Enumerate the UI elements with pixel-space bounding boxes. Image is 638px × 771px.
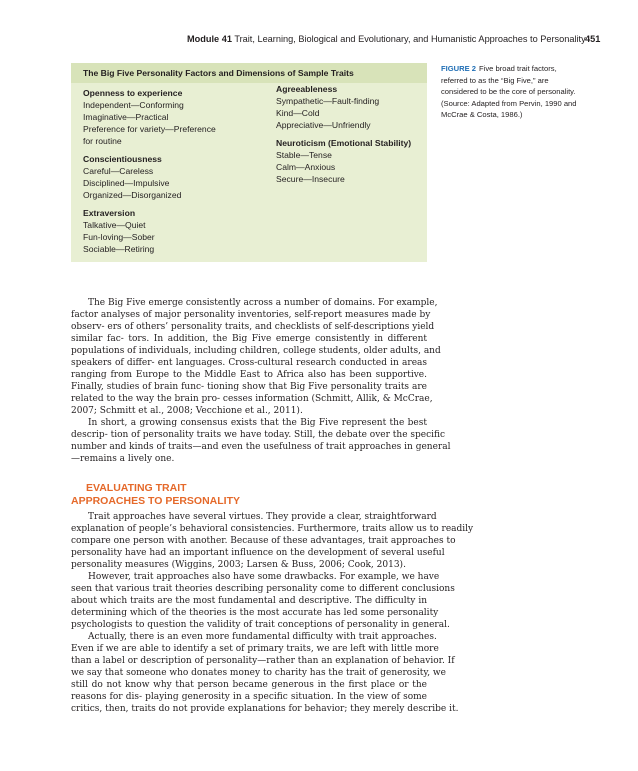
- section-heading-line: APPROACHES TO PERSONALITY: [71, 495, 240, 507]
- caption-line: Five broad trait factors,: [479, 64, 557, 73]
- trait-dimension: for routine: [83, 136, 122, 146]
- right-trait-column: [276, 83, 426, 191]
- trait-dimension: Stable—Tense: [276, 150, 332, 160]
- text-line: factor analyses of major personality inventories, self-report measures made by: [71, 310, 431, 320]
- paragraph-trait-virtues: [71, 511, 474, 571]
- text-line: In short, a growing consensus exists that the Big Five represent the best: [88, 418, 427, 428]
- text-line: —remains a lively one.: [71, 454, 175, 464]
- trait-dimension: Disciplined—Impulsive: [83, 178, 170, 188]
- page-number: 451: [585, 34, 601, 44]
- text-line: than a label or description of personality—rather than an explanation of behavior. If: [71, 656, 455, 666]
- caption-line: McCrae & Costa, 1986.): [441, 110, 523, 119]
- text-line: reasons for dis- playing generosity in a specific situation. In the view of some: [71, 692, 427, 702]
- section-heading-line: EVALUATING TRAIT: [86, 482, 187, 494]
- trait-dimension: Sociable—Retiring: [83, 244, 155, 254]
- text-line: speakers of differ- ent languages. Cross-cultural research conducted in areas: [71, 358, 427, 368]
- trait-dimension: Kind—Cold: [276, 108, 320, 118]
- trait-factor-name: Conscientiousness: [83, 154, 162, 164]
- module-label: Module 41: [187, 34, 232, 44]
- text-line: personality measures (Wiggins, 2003; Larsen & Buss, 2006; Cook, 2013).: [71, 560, 406, 570]
- trait-dimension: Talkative—Quiet: [83, 220, 146, 230]
- trait-dimension: Fun-loving—Sober: [83, 232, 155, 242]
- trait-dimension: Independent—Conforming: [83, 100, 184, 110]
- text-line: personality have had an important influence on the development of several useful: [71, 548, 445, 558]
- trait-factor-group: [83, 207, 253, 255]
- paragraph-big-five-consistency: [71, 297, 441, 417]
- text-line: similar fac- tors. In addition, the Big Five emerge consistently in different: [71, 334, 427, 344]
- trait-dimension: Organized—Disorganized: [83, 190, 182, 200]
- text-line: 2007; Schmitt et al., 2008; Vecchione et al., 2011).: [71, 406, 303, 416]
- left-trait-column: [83, 87, 253, 261]
- trait-dimension: Preference for variety—Preference: [83, 124, 216, 134]
- trait-factor-name: Neuroticism (Emotional Stability): [276, 138, 412, 148]
- text-line: populations of individuals, including children, college students, older adults, and: [71, 346, 441, 356]
- text-line: explanation of people’s behavioral consistencies. Furthermore, traits allow us to readily: [71, 524, 474, 534]
- text-line: related to the way the brain pro- cesses information (Schmitt, Allik, & McCrae,: [71, 394, 433, 404]
- text-line: critics, then, traits do not provide explanations for behavior; they merely describe it.: [71, 704, 459, 714]
- module-heading: [187, 34, 586, 44]
- figure-title-bar: [71, 63, 427, 83]
- trait-factor-group: [276, 137, 426, 185]
- paragraph-fundamental-difficulty: [71, 631, 459, 715]
- text-line: The Big Five emerge consistently across a number of domains. For example,: [88, 298, 438, 308]
- paragraph-consensus: [71, 417, 451, 465]
- trait-dimension: Imaginative—Practical: [83, 112, 169, 122]
- text-line: However, trait approaches also have some drawbacks. For example, we have: [88, 572, 440, 582]
- trait-dimension: Appreciative—Unfriendly: [276, 120, 371, 130]
- paragraph-trait-drawbacks: [71, 571, 455, 631]
- trait-dimension: Calm—Anxious: [276, 162, 336, 172]
- figure-label: FIGURE 2: [441, 64, 477, 73]
- text-line: compare one person with another. Because of these advantages, trait approaches to: [71, 536, 456, 546]
- text-line: determining which of the theories is the most accurate has led some personality: [71, 608, 439, 618]
- text-line: ranging from Europe to the Middle East to Africa also has been supportive.: [71, 370, 427, 380]
- text-line: Finally, studies of brain func- tioning show that Big Five personality traits are: [71, 382, 427, 392]
- text-line: we say that someone who donates money to charity has the trait of generosity, we: [71, 668, 446, 678]
- big-five-figure: [71, 63, 427, 262]
- trait-factor-group: [83, 87, 253, 147]
- figure-caption: [441, 63, 606, 121]
- trait-factor-group: [83, 153, 253, 201]
- trait-factor-name: Openness to experience: [83, 88, 183, 98]
- text-line: psychologists to question the validity of trait conceptions of personality in general.: [71, 620, 450, 630]
- text-line: Actually, there is an even more fundamental difficulty with trait approaches.: [88, 632, 437, 642]
- text-line: Trait approaches have several virtues. They provide a clear, straightforward: [88, 512, 437, 522]
- running-header: [0, 34, 638, 48]
- figure-title: The Big Five Personality Factors and Dimensions of Sample Traits: [83, 68, 354, 78]
- text-line: still do not know why that person became generous in the first place or the: [71, 680, 427, 690]
- text-line: about which traits are the most fundamental and descriptive. The difficulty in: [71, 596, 427, 606]
- trait-dimension: Secure—Insecure: [276, 174, 345, 184]
- trait-dimension: Sympathetic—Fault-finding: [276, 96, 380, 106]
- text-line: Even if we are able to identify a set of primary traits, we are left with little more: [71, 644, 439, 654]
- text-line: seen that various trait theories describing personality come to different conclusions: [71, 584, 455, 594]
- trait-factor-group: [276, 83, 426, 131]
- module-title: Trait, Learning, Biological and Evolutionary, and Humanistic Approaches to Personality: [234, 34, 586, 44]
- text-line: descrip- tion of personality traits we have today. Still, the debate over the specific: [71, 430, 446, 440]
- trait-dimension: Careful—Careless: [83, 166, 154, 176]
- caption-line: considered to be the core of personality.: [441, 87, 576, 96]
- text-line: observ- ers of others’ personality traits, and checklists of self-descriptions yield: [71, 322, 435, 332]
- trait-factor-name: Agreeableness: [276, 84, 338, 94]
- section-heading: [71, 482, 240, 508]
- text-line: number and kinds of traits—and even the usefulness of trait approaches in general: [71, 442, 451, 452]
- caption-line: referred to as the “Big Five,” are: [441, 75, 549, 85]
- caption-line: (Source: Adapted from Pervin, 1990 and: [441, 98, 577, 108]
- trait-factor-name: Extraversion: [83, 208, 136, 218]
